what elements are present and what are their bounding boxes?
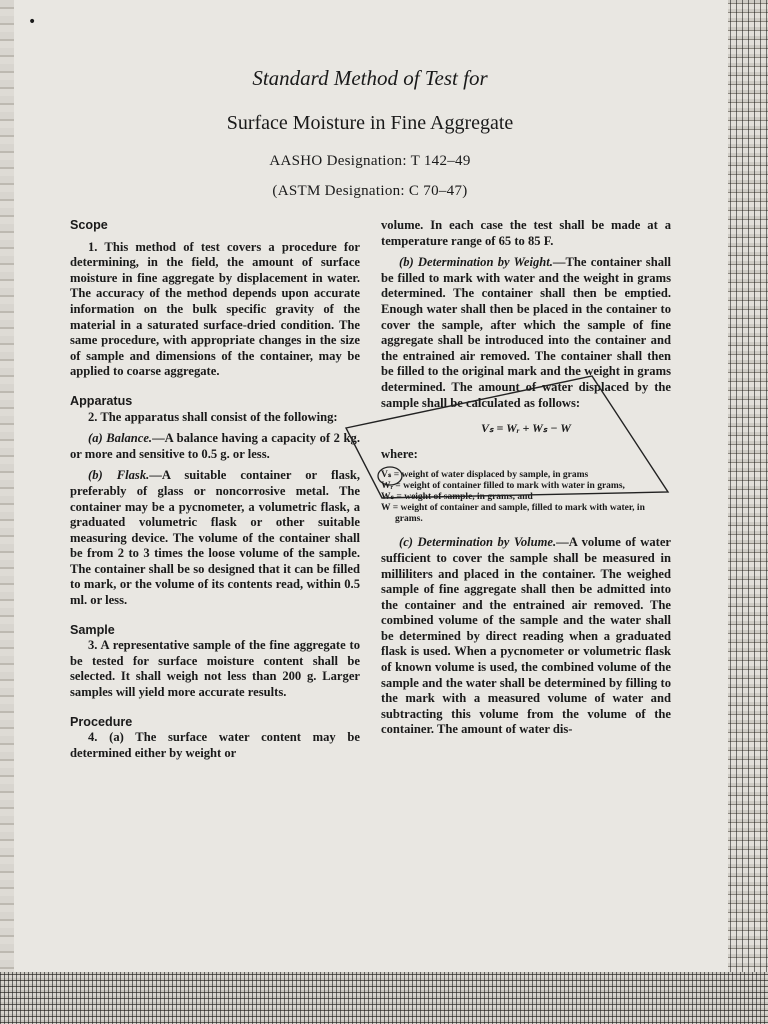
variable-legend: [381, 470, 671, 525]
flask-text: —A suitable container or flask, preferably of glass or noncorrosive metal. The container may be a pycnometer, a volumetric flask, a graduated volumetric flask or other suitable measuring device. The volume of the container shall be from 2 to 3 times the loose volume of the sample. The container shall be so designed that it can be filled to mark, or the volume of its contents read, within 0.5 ml. or less.: [70, 468, 360, 608]
title-main: Surface Moisture in Fine Aggregate: [226, 112, 514, 134]
weight-paragraph: [381, 255, 671, 411]
left-column: [70, 218, 360, 761]
sample-heading: Sample: [70, 622, 115, 637]
flask-paragraph: [70, 468, 360, 608]
aasho-designation: AASHO Designation: T 142–49: [269, 153, 471, 169]
apparatus-heading: Apparatus: [70, 393, 133, 408]
right-column: [381, 218, 671, 738]
balance-paragraph: [70, 431, 360, 462]
balance-label: (a) Balance.: [88, 431, 153, 446]
legend-item: Wᵣ = weight of container filled to mark with water in grams,: [381, 481, 625, 492]
legend-item: Wₛ = weight of sample, in grams, and: [381, 492, 533, 503]
procedure-heading: Procedure: [70, 714, 133, 729]
procedure-paragraph: 4. (a) The surface water content may be determined either by weight or: [70, 730, 360, 760]
legend-item: Vₛ = weight of water displaced by sample, in grams: [381, 470, 589, 481]
legend-item: W = weight of container and sample, filled to mark with water, in grams.: [381, 503, 645, 525]
title-italic: Standard Method of Test for: [252, 66, 488, 90]
scope-paragraph: 1. This method of test covers a procedure for determining, in the field, the amount of surface moisture in fine aggregate by displacement in water. The accuracy of the method depends upon accurate information on the bulk specific gravity of the material in a saturated surface-dried condition. The same procedure, with appropriate changes in the size of sample and dimensions of the container, may be applied to coarse aggregate.: [70, 239, 360, 379]
volume-paragraph: [381, 535, 671, 738]
flask-label: (b) Flask.: [88, 468, 150, 483]
sample-paragraph: 3. A representative sample of the fine aggregate to be tested for surface moisture content shall be selected. It shall weigh not less than 200 g. Larger samples will yield more accurate results.: [70, 638, 360, 700]
astm-designation: (ASTM Designation: C 70–47): [272, 183, 468, 199]
volume-label: (c) Determination by Volume.: [399, 535, 557, 550]
weight-label: (b) Determination by Weight.: [399, 255, 553, 270]
margin-mark: •: [28, 14, 37, 30]
where-label: where:: [381, 446, 418, 461]
volume-text: —A volume of water sufficient to cover the sample shall be measured in milliliters and placed in the container. The weighed sample of fine aggregate shall then be admitted into the container and the entrained air removed. The combined volume of the sample and the water shall be determined by direct reading when a graduated flask is used. When a pycnometer or volumetric flask of known volume is used, the combined volume of the sample and the water shall be determined by filling to the mark with a measured volume of water and subtracting this volume from the volume of the container. The amount of water dis-: [381, 535, 671, 737]
scope-heading: Scope: [70, 218, 108, 232]
weight-text: —The container shall be filled to mark with water and the weight in grams determined. The container shall then be emptied. Enough water shall then be placed in the container to cover the sample, after which the sample of fine aggregate shall be introduced into the container and the entrained air removed. The container shall then be filled to the original mark and the weight in grams determined. The amount of water displaced by the sample shall be calculated as follows:: [381, 255, 671, 410]
continued-paragraph: volume. In each case the test shall be made at a temperature range of 65 to 85 F.: [381, 218, 671, 248]
apparatus-paragraph: 2. The apparatus shall consist of the following:: [88, 409, 338, 424]
bottom-page-edge: [0, 972, 768, 1024]
balance-text: —A balance having a capacity of 2 kg. or more and sensitive to 0.5 g. or less.: [70, 431, 360, 461]
formula: Vₛ = Wᵣ + Wₛ − W: [481, 421, 571, 436]
